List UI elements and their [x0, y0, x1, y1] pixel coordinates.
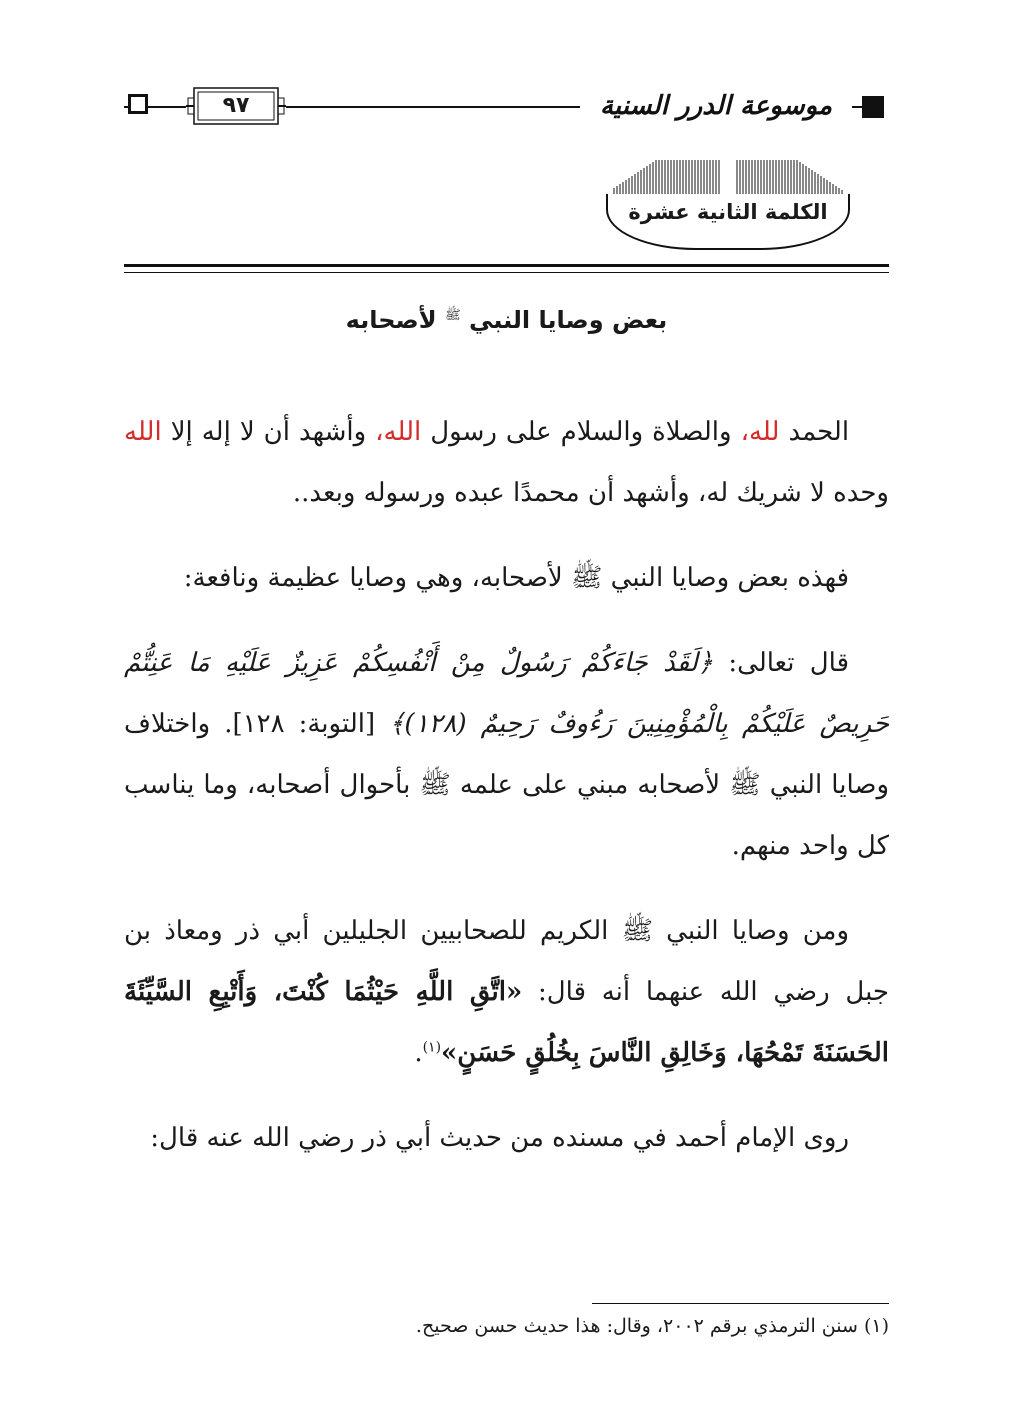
page-title-text: بعض وصايا النبي — [469, 306, 668, 334]
header-divider-thick — [124, 264, 889, 267]
chapter-label: الكلمة الثانية عشرة — [628, 200, 828, 224]
header-divider-thin — [124, 272, 889, 273]
footnote-rule — [592, 1303, 889, 1304]
p1-highlight-3: الله — [124, 417, 162, 447]
body-text — [124, 402, 889, 1193]
honorific-icon: ﷺ — [444, 308, 461, 323]
paragraph-2: فهذه بعض وصايا النبي ﷺ لأصحابه، وهي وصايا عظيمة ونافعة: — [183, 563, 849, 593]
hadith-quote: «اتَّقِ اللَّهِ حَيْثُمَا كُنْتَ، وَأَتْبِعِ السَّيِّئَةَ الحَسَنَةَ تَمْحُهَا، وَخَالِقِ النَّاسَ بِخُلُقٍ حَسَنٍ» — [124, 977, 889, 1068]
paragraph-5: روى الإمام أحمد في مسنده من حديث أبي ذر رضي الله عنه قال: — [150, 1123, 849, 1153]
footnote-marker[interactable]: (١) — [422, 1039, 442, 1056]
p4-text: ومن وصايا النبي ﷺ الكريم للصحابيين الجليلين أبي ذر ومعاذ بن جبل رضي الله عنهما أنه قال: — [124, 916, 889, 1007]
page-number: ٩٧ — [222, 93, 250, 118]
p1-text-c: وأشهد أن لا إله إلا — [170, 417, 367, 447]
page-title — [124, 306, 889, 334]
header-ornament-square-left — [128, 94, 148, 114]
quran-reference: [التوبة: ١٢٨]. — [224, 709, 376, 739]
p1-highlight-1: لله، — [740, 417, 780, 447]
header-ornament-square-right — [862, 96, 884, 118]
footnote: (١) سنن الترمذي برقم ٢٠٠٢، وقال: هذا حديث حسن صحيح. — [415, 1315, 889, 1337]
paragraph-3 — [124, 633, 889, 877]
page-title-text-end: لأصحابه — [345, 306, 437, 334]
page-number-frame — [186, 84, 286, 128]
paragraph-1 — [124, 402, 889, 524]
paragraph-4 — [124, 901, 889, 1084]
p1-text-a: الحمد — [788, 417, 850, 447]
chapter-badge — [606, 194, 850, 250]
p1-text-b: والصلاة والسلام على رسول — [430, 417, 732, 447]
p1-highlight-2: الله، — [375, 417, 422, 447]
series-title: موسوعة الدرر السنية — [580, 78, 852, 134]
p1-text-d: وحده لا شريك له، وأشهد أن محمدًا عبده ورسوله وبعد.. — [292, 478, 889, 508]
p3-text: واختلاف وصايا النبي ﷺ لأصحابه مبني على علمه ﷺ بأحوال أصحابه، وما يناسب كل واحد منهم. — [124, 709, 889, 861]
p4-end: . — [414, 1038, 423, 1068]
p3-intro: قال تعالى: — [728, 648, 850, 678]
quran-verse: ﴿لَقَدْ جَاءَكُمْ رَسُولٌ مِنْ أَنْفُسِكُمْ عَزِيزٌ عَلَيْهِ مَا عَنِتُّمْ حَرِيصٌ عَلَيْكُمْ بِالْمُؤْمِنِينَ رَءُوفٌ رَحِيمٌ (١٢٨)﴾ — [124, 648, 890, 739]
